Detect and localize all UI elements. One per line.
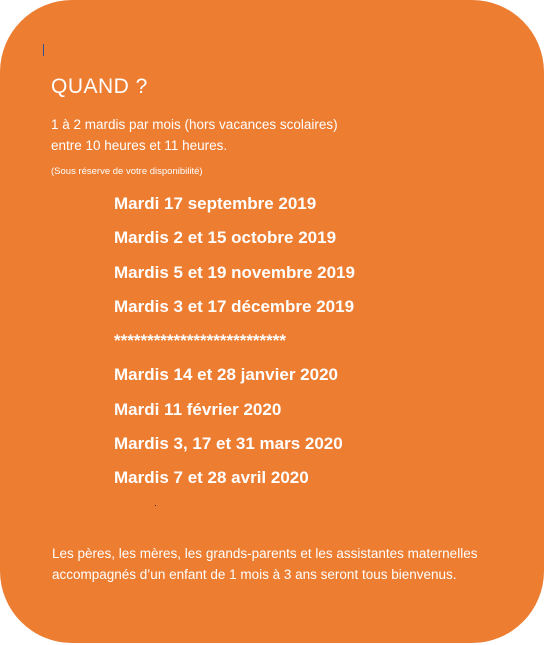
- footer-line-1: Les pères, les mères, les grands-parents et les assistantes maternelles: [52, 546, 478, 561]
- date-list: [114, 193, 355, 502]
- date-item: Mardis 5 et 19 novembre 2019: [114, 262, 355, 282]
- intro-line-1: 1 à 2 mardis par mois (hors vacances scolaires): [51, 117, 338, 132]
- date-item: Mardis 14 et 28 janvier 2020: [114, 365, 338, 385]
- date-separator: **************************: [114, 331, 287, 351]
- title-heading: QUAND ?: [51, 75, 148, 98]
- footer-text: [52, 543, 522, 585]
- footer-line-2: accompagnés d’un enfant de 1 mois à 3 ans seront tous bienvenus.: [52, 567, 457, 582]
- date-item: Mardis 3 et 17 décembre 2019: [114, 296, 355, 316]
- date-item: Mardis 3, 17 et 31 mars 2020: [114, 434, 343, 454]
- date-item: Mardi 11 février 2020: [114, 399, 282, 419]
- date-item: Mardi 17 septembre 2019: [114, 194, 317, 213]
- intro-line-2: entre 10 heures et 11 heures.: [51, 138, 228, 153]
- stray-dot: [155, 505, 156, 506]
- availability-note: (Sous réserve de votre disponibilité): [51, 166, 203, 177]
- date-item: Mardis 2 et 15 octobre 2019: [114, 228, 337, 248]
- text-cursor: [43, 44, 44, 56]
- date-item: Mardis 7 et 28 avril 2020: [114, 468, 309, 488]
